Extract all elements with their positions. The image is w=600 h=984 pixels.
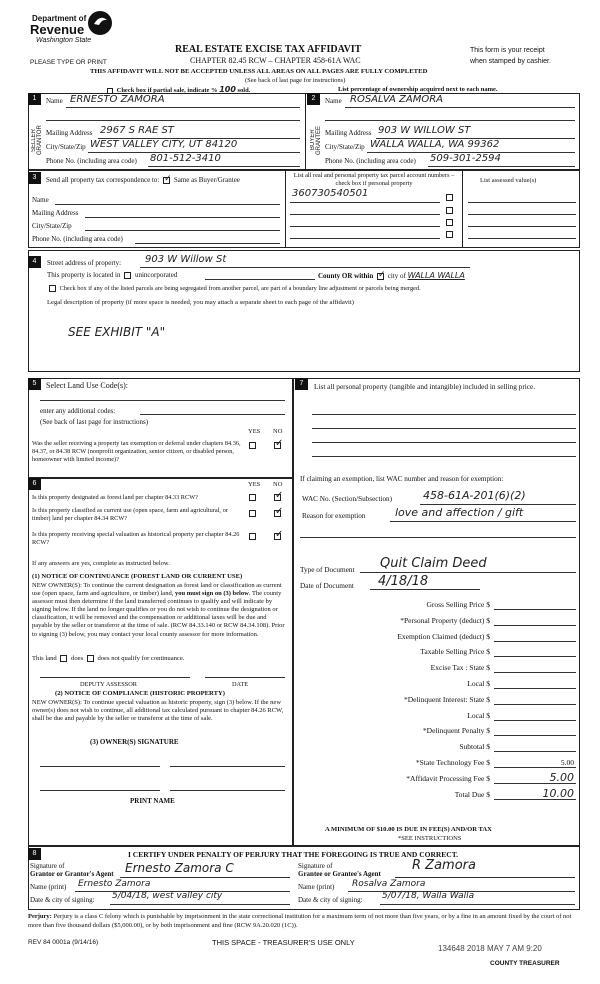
unincorporated-label: unincorporated [134, 271, 178, 279]
section-6-number: 6 [28, 478, 41, 490]
grantor-sig-label-2: Grantor or Grantor's Agent [30, 870, 114, 878]
fee-line [494, 609, 576, 610]
segregated-checkbox[interactable] [49, 285, 56, 292]
buyer-city[interactable]: WALLA WALLA, WA 99362 [370, 139, 500, 150]
dor-logo [28, 10, 118, 54]
section-1-number: 1 [28, 93, 41, 105]
reason-label: Reason for exemption [302, 512, 366, 520]
logo-dept-line1: Department of [32, 14, 87, 23]
s3-phone-label: Phone No. (including area code) [32, 235, 123, 243]
grantor-date-line [110, 904, 290, 905]
buyer-mail[interactable]: 903 W WILLOW ST [378, 125, 471, 136]
buyer-mail-label: Mailing Address [325, 129, 372, 137]
does-not-label: does not qualify for continuance. [97, 655, 185, 663]
s3-mail-label: Mailing Address [32, 209, 79, 217]
fee-value[interactable]: 5.00 [549, 770, 574, 784]
notice1-title: (1) NOTICE OF CONTINUANCE (FOREST LAND OR CURRENT USE) [32, 573, 243, 580]
notice1-text-b: you must sign on (3) below [174, 590, 249, 598]
assessed-line-3 [468, 226, 576, 227]
pp-line-4 [312, 456, 576, 457]
assessed-line-4 [468, 238, 576, 239]
grantee-date-label: Date & city of signing: [298, 896, 363, 904]
receipt-note-2: when stamped by cashier. [470, 58, 551, 65]
county-line [205, 279, 315, 280]
fee-label: *Delinquent Interest: State $ [403, 694, 490, 704]
fee-label: Subtotal $ [459, 742, 490, 752]
same-as-buyer-label: Same as Buyer/Grantee [173, 176, 240, 184]
perjury-label: Perjury: [28, 913, 52, 920]
s6-q3-yes-checkbox[interactable] [249, 533, 256, 540]
county-label: County OR within [318, 272, 374, 280]
s5-see-back: (See back of last page for instructions) [40, 418, 149, 426]
certify-text: I CERTIFY UNDER PENALTY OF PERJURY THAT THE FOREGOING IS TRUE AND CORRECT. [128, 850, 459, 859]
s3-city-line [85, 230, 280, 231]
additional-codes-line [140, 414, 285, 415]
segregated-row [47, 285, 421, 292]
s6-q2: Is this property classified as current use (open space, farm and agricultural, or timber) land per chapter 84.34 RCW? [32, 507, 228, 522]
fee-label: Local $ [467, 679, 490, 688]
seller-name-line [66, 107, 300, 108]
owner-sig-line-2 [170, 766, 285, 767]
assessed-col-divider [462, 170, 463, 248]
s5-no: NO [273, 428, 283, 435]
deputy-label: DEPUTY ASSESSOR [80, 681, 137, 688]
buyer-side-label: BUYER GRANTEE [310, 125, 322, 155]
notice1-text-c: . The county assessor must then determine if the land transferred continues to qualify and will indicate by signing below. If the land no longer qualifies or you do not wish to continue the designation or classification, it will be removed and the compensation or additional taxes will be due and payable by the seller or transferor at the time of sale. (RCW 84.33.140 or RCW 84.34.108). Prior to signing (3) below, you may contact your local county assessor for more information. [32, 590, 285, 638]
please-type: PLEASE TYPE OR PRINT [30, 59, 107, 66]
fee-line [494, 767, 576, 768]
reason-line-2 [300, 537, 576, 538]
section-7-number: 7 [295, 378, 308, 390]
notice1-text [32, 582, 288, 639]
fee-label: Total Due $ [454, 789, 490, 799]
fee-label: *Affidavit Processing Fee $ [406, 773, 490, 783]
personal-property-label: List all personal property (tangible and intangible) included in selling price. [314, 382, 536, 391]
buyer-phone-line [428, 166, 575, 167]
parcel-line-4 [290, 238, 440, 239]
grantor-signature[interactable]: Ernesto Zamora C [125, 861, 234, 875]
fee-label: *Personal Property (deduct) $ [400, 615, 490, 625]
parcel-line-1 [290, 202, 440, 203]
cashier-stamp: 134648 2018 MAY 7 AM 9:20 [438, 944, 542, 953]
s6-q3-no-checkbox[interactable]: ✓ [275, 529, 284, 540]
parcel-checkbox-1[interactable] [446, 194, 453, 201]
grantee-name-label: Name (print) [298, 883, 335, 891]
print-name-line-2 [170, 790, 285, 791]
grantee-sig-label-2: Grantee or Grantee's Agent [298, 870, 381, 878]
reason-value[interactable]: love and affection / gift [395, 506, 524, 519]
s6-q1: Is this property designated as forest land per chapter 84.33 RCW? [32, 494, 198, 501]
county-row [318, 271, 465, 280]
wac-value[interactable]: 458-61A-201(6)(2) [423, 489, 526, 502]
wac-line [420, 504, 576, 505]
deputy-date-line [205, 677, 285, 678]
logo-swirl-icon [86, 10, 114, 36]
this-land-label: This land [32, 655, 57, 663]
grantor-name[interactable]: Ernesto Zamora [78, 879, 151, 889]
additional-codes-label: enter any additional codes: [40, 407, 116, 415]
buyer-extra-line [325, 120, 575, 121]
s3-name-line [55, 204, 280, 205]
fee-label: Taxable Selling Price $ [420, 647, 490, 657]
seller-city-label: City/State/Zip [46, 143, 86, 151]
located-row [47, 271, 177, 279]
s3-name-label: Name [32, 196, 49, 204]
reason-line [390, 521, 576, 522]
section-3-number: 3 [28, 172, 41, 184]
located-label: This property is located in [47, 271, 121, 279]
s6-yes: YES [248, 481, 261, 488]
street-label: Street address of property: [47, 259, 122, 267]
pp-line-2 [312, 428, 576, 429]
legal-description[interactable]: SEE EXHIBIT "A" [68, 325, 166, 339]
see-instructions-note: *SEE INSTRUCTIONS [398, 835, 462, 842]
fee-line [494, 641, 576, 642]
buyer-name[interactable]: ROSALVA ZAMORA [350, 94, 444, 105]
grantee-signature[interactable]: R Zamora [412, 858, 476, 873]
list-pct-note: List percentage of ownership acquired next to each name. [338, 86, 498, 93]
see-back-header: (See back of last page for instructions) [245, 77, 346, 84]
s3-phone-line [135, 243, 280, 244]
s6-q1-yes-checkbox[interactable] [249, 494, 256, 501]
fee-label: Exemption Claimed (deduct) $ [397, 631, 490, 641]
seller-city[interactable]: WEST VALLEY CITY, UT 84120 [90, 139, 238, 150]
county-treasurer: COUNTY TREASURER [490, 960, 560, 967]
buyer-name-line [345, 107, 575, 108]
s6-if-yes: If any answers are yes, complete as instructed below. [32, 560, 170, 567]
fee-line [494, 735, 576, 736]
does-not-checkbox[interactable] [87, 655, 94, 662]
notice2-title: (2) NOTICE OF COMPLIANCE (HISTORIC PROPERTY) [55, 690, 225, 697]
doc-type-value[interactable]: Quit Claim Deed [380, 556, 487, 571]
buyer-phone[interactable]: 509-301-2594 [430, 153, 501, 164]
seller-phone[interactable]: 801-512-3410 [150, 153, 221, 164]
this-land-row [32, 655, 184, 662]
exemption-claim-label: If claiming an exemption, list WAC number and reason for exemption: [300, 475, 504, 483]
fee-label: Excise Tax : State $ [430, 663, 490, 673]
grantee-sig-label-1: Signature of [298, 862, 333, 870]
assessed-header: List assessed value(s) [480, 177, 537, 184]
street-line [140, 267, 470, 268]
seller-phone-line [148, 166, 300, 167]
section-8-number: 8 [28, 848, 41, 860]
print-name-label: PRINT NAME [130, 797, 175, 805]
warning-text: THIS AFFIDAVIT WILL NOT BE ACCEPTED UNLESS ALL AREAS ON ALL PAGES ARE FULLY COMPLETED [90, 68, 428, 75]
notice2-text: NEW OWNER(S): To continue special valuation as historic property, sign (3) below. If the new owner(s) does not wish to continue, all additional tax calculated pursuant to chapter 84.26 RCW, shall be due and payable by the seller or transferor at the time of sale. [32, 699, 284, 723]
pp-line-3 [312, 442, 576, 443]
buyer-city-label: City/State/Zip [325, 143, 365, 151]
grantor-date[interactable]: 5/04/18, west valley city [112, 891, 223, 901]
fee-value[interactable]: 5.00 [560, 758, 574, 767]
doc-date-label: Date of Document [300, 581, 354, 590]
seller-side-label: SELLER GRANTOR [31, 125, 43, 155]
receipt-note-1: This form is your receipt [470, 47, 545, 54]
parcel-header: List all real and personal property tax parcel account numbers – check box if personal property [293, 172, 455, 187]
send-label: Send all property tax correspondence to: [46, 176, 160, 184]
s6-no: NO [273, 481, 283, 488]
s6-q3: Is this property receiving special valuation as historical property per chapter 84.26 RCW? [32, 531, 240, 546]
seller-phone-label: Phone No. (including area code) [46, 157, 137, 165]
s6-q2-yes-checkbox[interactable] [249, 510, 256, 517]
form-subtitle: CHAPTER 82.45 RCW – CHAPTER 458-61A WAC [190, 56, 361, 65]
logo-dept-line3: Washington State [36, 37, 92, 44]
doc-date-line [370, 589, 480, 590]
exemption-question: Was the seller receiving a property tax exemption or deferral under chapters 84.36, 84.37, or 84.38 RCW (nonprofit organization, senior citizen, or disabled person, homeowner with limited income)? [32, 440, 241, 463]
perjury-body: Perjury is a class C felony which is punishable by imprisonment in the state correctional institution for a maximum term of not more than five years, or by a fine in an amount fixed by the court of not more than five thousand dollars ($5,000.00), or by both imprisonment and fine (RCW 9A.20.020 (1C)). [28, 913, 572, 929]
logo-dept-line2: Revenue [30, 22, 85, 37]
s6-q1-no-checkbox[interactable]: ✓ [275, 490, 284, 501]
assessed-line-1 [468, 202, 576, 203]
buyer-name-label: Name [325, 97, 342, 105]
grantor-date-label: Date & city of signing: [30, 896, 95, 904]
doc-type-line [360, 572, 576, 573]
fee-line [494, 751, 576, 752]
doc-date-value[interactable]: 4/18/18 [378, 574, 429, 589]
section-4-number: 4 [28, 256, 41, 268]
rev-number: REV 84 0001a (9/14/16) [28, 939, 99, 946]
deputy-date-label: DATE [232, 681, 249, 688]
doc-type-label: Type of Document [300, 565, 355, 574]
grantee-name[interactable]: Rosalva Zamora [352, 879, 426, 889]
city-of-label: city of [387, 272, 406, 280]
segregated-label: Check box if any of the listed parcels are being segregated from another parcel, are part of a boundary line adjustment or parcels being merged. [59, 285, 421, 292]
grantor-name-label: Name (print) [30, 883, 67, 891]
city-checkbox[interactable]: ✓ [377, 269, 386, 280]
seller-extra-line [46, 120, 300, 121]
fee-line [494, 704, 576, 705]
parcel-checkbox-3[interactable] [446, 219, 453, 226]
notice1-text-a: NEW OWNER(S): To continue the current designation as forest land or classification as current use (open space, farm and agriculture, or timber) land, [32, 582, 282, 598]
partial-sale-label: Check box if partial sale, indicate % [116, 87, 218, 94]
grantor-sig-label-1: Signature of [30, 862, 65, 870]
owner-sig-line-1 [40, 766, 160, 767]
fee-line [494, 672, 576, 673]
fee-line [494, 688, 576, 689]
section-4-box [28, 250, 580, 372]
land-use-line [40, 400, 285, 401]
section-3-send [46, 173, 240, 184]
fee-line [494, 625, 576, 626]
section-2-number: 2 [307, 93, 320, 105]
grantee-sig-line [395, 877, 575, 878]
fee-line [494, 720, 576, 721]
parcel-line-3 [290, 226, 440, 227]
s3-mail-line [85, 217, 280, 218]
land-use-label: Select Land Use Code(s): [46, 381, 128, 390]
fee-line [494, 656, 576, 657]
city-value[interactable]: WALLA WALLA [407, 271, 465, 280]
s5-yes: YES [248, 428, 261, 435]
s5-no-checkbox[interactable]: ✓ [275, 438, 284, 449]
same-as-buyer-checkbox[interactable]: ✓ [164, 173, 172, 184]
grantee-date[interactable]: 5/07/18, Walla Walla [382, 891, 475, 901]
fee-label: *State Technology Fee $ [415, 758, 490, 767]
fee-label: Local $ [467, 710, 490, 720]
owner-sig-label: (3) OWNER(S) SIGNATURE [90, 738, 179, 746]
seller-mail[interactable]: 2967 S RAE ST [100, 125, 174, 136]
does-label: does [71, 655, 84, 663]
grantee-date-line [380, 904, 575, 905]
fee-value[interactable]: 10.00 [542, 786, 574, 800]
unincorporated-checkbox[interactable] [124, 272, 131, 279]
s3-city-label: City/State/Zip [32, 222, 72, 230]
does-checkbox[interactable] [60, 655, 67, 662]
treasurer-space: THIS SPACE - TREASURER'S USE ONLY [212, 938, 355, 947]
fee-label: Gross Selling Price $ [426, 600, 490, 609]
street-value[interactable]: 903 W Willow St [145, 254, 227, 265]
seller-name-label: Name [46, 97, 63, 105]
s6-q2-no-checkbox[interactable]: ✓ [275, 506, 284, 517]
partial-sale-pct[interactable]: 100 [219, 85, 236, 94]
section-5-number: 5 [28, 378, 41, 390]
grantor-sig-line [120, 877, 290, 878]
parcel-checkbox-4[interactable] [446, 231, 453, 238]
minimum-note: A MINIMUM OF $10.00 IS DUE IN FEE(S) AND/OR TAX [325, 826, 492, 833]
seller-name[interactable]: ERNESTO ZAMORA [70, 94, 165, 105]
print-name-line-1 [40, 790, 160, 791]
wac-label: WAC No. (Section/Subsection) [302, 495, 393, 503]
seller-mail-label: Mailing Address [46, 129, 93, 137]
form-title: REAL ESTATE EXCISE TAX AFFIDAVIT [175, 44, 362, 55]
perjury-text [28, 913, 580, 930]
pp-line-1 [312, 414, 576, 415]
legal-label: Legal description of property (if more space is needed, you may attach a separate sheet to each page of the affidavit) [47, 299, 354, 306]
fee-label: *Delinquent Penalty $ [422, 726, 490, 736]
partial-sale-sold: sold. [237, 87, 251, 94]
section-1-2-divider [305, 93, 306, 170]
s5-yes-checkbox[interactable] [249, 442, 256, 449]
parcel-number[interactable]: 360730540501 [292, 188, 369, 199]
parcel-col-divider [285, 170, 286, 248]
assessed-line-2 [468, 214, 576, 215]
parcel-line-2 [290, 214, 440, 215]
deputy-line [40, 677, 190, 678]
parcel-checkbox-2[interactable] [446, 207, 453, 214]
buyer-phone-label: Phone No. (including area code) [325, 157, 416, 165]
